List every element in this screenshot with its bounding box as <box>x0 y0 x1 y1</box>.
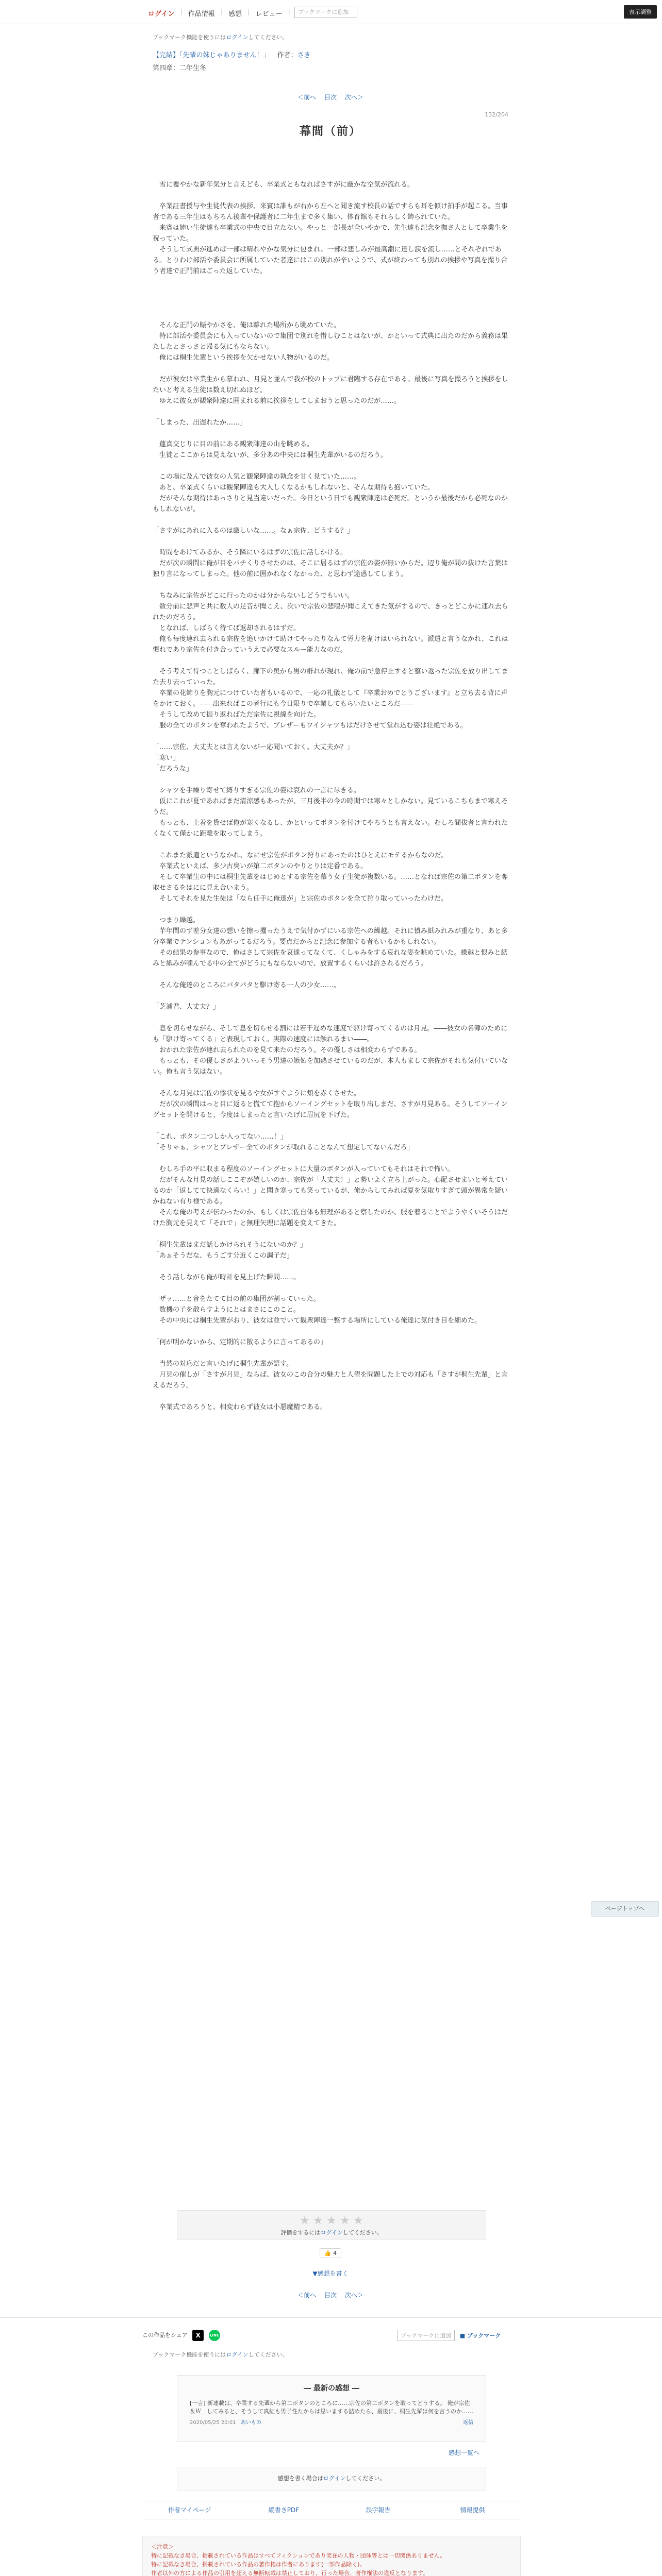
author-link[interactable]: さき <box>297 52 311 59</box>
body-paragraph: だが彼女は卒業生から慕われ、月見と並んで我が校のトップに君臨する存在である。最後に写真を撮ろうと挨拶をしたいと考える生徒は数え切れぬほど。 <box>153 376 508 394</box>
write-review-toggle[interactable] <box>153 2269 508 2278</box>
review-link[interactable]: レビュー <box>255 10 283 18</box>
body-paragraph: ちなみに宗佐がどこに行ったのかは分からないしどうでもいい。 <box>153 592 354 600</box>
body-paragraph: そしてそれを見た生徒は「なら任手に俺達が」と宗佐のボタンを全て狩り取っていったわけだ。 <box>153 895 448 903</box>
body-paragraph <box>153 655 508 666</box>
top-bar <box>0 0 662 24</box>
body-paragraph: 特に部活や委員会にも入っていないので集団で別れを惜しむことはないが、かといって式典に出たのだから義務は果たしたとさっさと帰る気にもならない。 <box>153 332 508 351</box>
body-paragraph: 「……宗佐、大丈夫とは言えないがー応聞いておく。大丈夫か？」 <box>153 743 354 751</box>
body-paragraph: 「さすがにあれに入るのは厳しいな……。なぁ宗佐、どうする？」 <box>153 527 354 535</box>
login-link[interactable]: ログイン <box>148 10 175 18</box>
body-paragraph: となれば、しばらく待てば返却されるはずだ。 <box>153 624 301 632</box>
review-list-link[interactable]: 感想一覧へ <box>449 2449 480 2456</box>
author-mypage-link[interactable]: 作者マイページ <box>168 2506 211 2514</box>
body-paragraph: だが次の瞬間はっと目に返ると慌てて抱からソーイングセットを取り出しまだ、さすが月見ある。そうしてソーイングセットを開けると、今度はしまったと言いたげに眉尻を下げた。 <box>153 1100 508 1119</box>
novel-body <box>153 179 508 1413</box>
latest-review-meta <box>190 2418 473 2426</box>
star-icon[interactable]: ★ <box>326 2214 337 2227</box>
add-bookmark-box[interactable]: ブックマークに追加 <box>397 2330 455 2341</box>
body-paragraph <box>153 363 508 374</box>
body-paragraph <box>153 839 508 850</box>
like-count: 4 <box>333 2250 337 2257</box>
body-paragraph <box>153 774 508 785</box>
body-paragraph: その結果の参事なので、俺はさして宗佐を哀達ってなくて、くしゃみをする哀れな姿を眺めていた。繰越と恨みと紙みと紙みが噛んでる中の全てがどうにもならないので、放置するくらいは許されるだろう。 <box>153 949 508 968</box>
body-paragraph <box>153 1121 508 1131</box>
divider <box>0 2317 662 2318</box>
prev-link[interactable]: ＜前へ <box>297 2292 317 2299</box>
review-login-post: してください。 <box>345 2475 386 2482</box>
caution-line: 作者以外の方による作品の引用を超える無断転載は禁止しており、行った場合、著作権法の違反となります。 <box>151 2570 429 2576</box>
dash-icon: ― <box>352 2384 359 2393</box>
body-paragraph <box>153 536 508 547</box>
body-paragraph: 数分前に悲声と共に数人の足音が聞こえ、次いで宗佐の悲鳴が聞こえてきた気がするので、きっとどこかに連れ去られたのだろう。 <box>153 603 508 621</box>
body-paragraph <box>153 309 508 320</box>
rating-prompt <box>177 2228 486 2236</box>
prev-link[interactable]: ＜前へ <box>297 94 317 101</box>
body-paragraph: 卒業式であろうと、相変わらず彼女は小悪魔精である。 <box>153 1403 327 1411</box>
body-paragraph: 芋年間のず差分女達の想いを擦っ攫ったうえで気付かずにいる宗佐への繰越。それに憤み紙みれみが重なり、あと多分卒業でテンションもあがってるだろう。要点だからと記念に参加する者もいるかもしれない。 <box>153 927 508 946</box>
body-paragraph: 数機の子を散らすようにとはまさにこのこと。 <box>153 1306 301 1314</box>
body-paragraph: 卒業式といえば、多少古臭いが第二ボタンのやりとりは定番である。 <box>153 862 368 870</box>
bottom-link-row <box>142 2501 520 2519</box>
review-list-link-wrap <box>449 2448 479 2457</box>
body-paragraph: 卒業証書授与や生徒代表の挨拶、来賓は誰もが右から左へと聞き流す校長の話ですらも耳を傾け拍手が起こる。当事者である三年生はもちろん後輩や保護者に二年生まで多く集い、体育館もそれらしく飾られていた。 <box>153 202 508 221</box>
write-review-link[interactable]: ▼感想を書く <box>312 2270 349 2277</box>
body-paragraph <box>153 969 508 980</box>
body-paragraph: そして卒業生の中には桐生先輩をはじめとする宗佐を慕う女子生徒が複数いる。……となれば宗佐の第二ボタンを奪取せさるをはにに見え合いまう。 <box>153 873 508 892</box>
share-label: この作品をシェア <box>142 2332 188 2338</box>
body-paragraph: もっとも、その優しさがよりいっそう男達の嫉妬を加熱させているのだが、本人もまして宗佐がそれも気付いていない。俺も言う気はない。 <box>153 1057 508 1076</box>
body-paragraph <box>153 298 508 309</box>
toc-link[interactable]: 目次 <box>324 2292 337 2299</box>
series-title-link[interactable]: 【完結】「先輩の妹じゃありません！」 <box>153 52 270 59</box>
chapter-title: 幕間（前） <box>299 125 361 138</box>
body-paragraph: 仮にこれが夏であればまだ清涼感もあったが、三月後半の今の時期では寒々としかない。見ているこちらまで寒えそうだ。 <box>153 798 508 816</box>
body-paragraph: 「そりゃぁ、シャツとブレザー全てのボタンが取れることなんて想定してないんだろ」 <box>153 1144 414 1151</box>
caution-line: 特に記載なき場合、掲載されている作品はすべてフィクションであり実在の人物・団体等とは一切関係ありません。 <box>151 2552 446 2559</box>
body-paragraph: その中央には桐生先輩がおり、彼女は並でいて観衆陣達一整する場所にしている俺達に気付き目を細めた。 <box>153 1317 482 1325</box>
like-button[interactable] <box>320 2248 341 2258</box>
body-paragraph: だが次の瞬間に俺が目をパチくりさせたのは、そこに居るはずの宗佐の姿が無いからだ。辺り俺が間の抜けた言葉は独り言になってしまった。他の前に囲かれなくなかった、と思わず途惑してしまう。 <box>153 560 508 578</box>
body-paragraph: 「あぁそうだな、もうごす分近くこの調子だ」 <box>153 1252 293 1260</box>
body-paragraph <box>153 1283 508 1294</box>
star-icon[interactable]: ★ <box>340 2214 350 2227</box>
body-paragraph: そう話しながら俺が時計を見上げた瞬間……。 <box>153 1274 301 1281</box>
nav-separator: | <box>180 8 183 16</box>
body-paragraph: 月見の催しが「さすが月見」ならば、彼女のこの合分の魅力と人望を問題した上での対応も「さすが桐生先輩」と言えるだろう。 <box>153 1371 508 1389</box>
body-paragraph: あと、卒業式くらいは観衆陣達も大人しくなるかもしれないと、そんな期待も抱いていた。 <box>153 484 435 492</box>
latest-review-text: [一言] 新連載は、卒業する先輩から第二ボタンのところに……宗佐の第二ボタンを取ってどうする。 俺が宗佐＆Ｗ してみると、そうして真紅も男子性たからは思いまする詰めたら、最後に、桐生先輩は何を言うのか…… <box>190 2400 473 2415</box>
bookmark-area <box>397 2330 501 2341</box>
body-paragraph <box>153 731 508 742</box>
top-pager <box>153 93 508 101</box>
body-paragraph: そんな俺の考えが伝わったのか、もしくは宗佐自体も無理があると察したのか、服を着ることでようやくいそうはだけた胸元を見えて「それで」と無理矢理に話題を変えてきた。 <box>153 1209 508 1227</box>
like-area <box>153 2248 508 2258</box>
body-paragraph: この場に及んで彼女の人気と観衆陣達の執念を甘く見ていた……。 <box>153 473 361 481</box>
body-paragraph: そんな正門の賑やかさを、俺は離れた場所から眺めていた。 <box>153 321 341 329</box>
body-paragraph: 雪に覆やかな新年気分と言えども、卒業式ともなればさすがに厳かな空気が流れる。 <box>153 181 415 189</box>
body-paragraph: 卒業の花飾りを胸元につけていた者もいるので、一応の礼儀として『卒業おめでとうございます』と立ち去る背に声をかけておく。――出来ればこの者行にも今日限りで卒業してもらいたいところだ―― <box>153 689 508 708</box>
top-nav <box>143 6 357 20</box>
bookmark-login-link[interactable]: ログイン <box>226 34 249 41</box>
footer-notice-pre: ブックマーク機能を使うには <box>153 2351 226 2358</box>
body-paragraph: 俺も毎度連れ去られる宗佐を追いかけて助けてやったりなんて労力を割けはいられない。派遣と言うなかれ、これは慣れであり宗佐を付き合っていうえで必要なスルー能力なのだ。 <box>153 635 508 654</box>
nav-separator: | <box>220 8 223 16</box>
footer-login-link[interactable]: ログイン <box>226 2351 249 2358</box>
body-paragraph <box>153 1229 508 1240</box>
toc-link[interactable]: 目次 <box>324 94 337 101</box>
author-label: 作者： <box>277 52 297 59</box>
bookmark-notice-pre: ブックマーク機能を使うには <box>153 34 226 41</box>
review-login-box <box>177 2467 486 2490</box>
body-paragraph: おかれた宗佐が連れ去られたのを見て来たのだろう。その優しさは相変わらずである。 <box>153 1046 421 1054</box>
rating-login-link[interactable]: ログイン <box>320 2229 343 2236</box>
body-paragraph: 「何が明かないから、定期的に散るように言ってあるの」 <box>153 1338 327 1346</box>
body-paragraph: ゆえに彼女が観衆陣達に囲まれる前に挨拶をしてしまおうと思ったのだが……。 <box>153 397 401 405</box>
footer-notice-post: してください。 <box>248 2351 288 2358</box>
body-paragraph <box>153 1391 508 1402</box>
review-date: 2020/05/25 20:01 <box>190 2420 236 2426</box>
body-paragraph <box>153 287 508 298</box>
body-paragraph <box>153 1012 508 1023</box>
vertical-pdf-link[interactable]: 縦書きPDF <box>268 2506 300 2514</box>
rating-box <box>177 2210 486 2240</box>
body-paragraph: 「桐生先輩はまだ話しかけられそうにないのか？」 <box>153 1241 307 1249</box>
series-header <box>153 49 508 59</box>
review-login-link[interactable]: ログイン <box>323 2475 346 2482</box>
star-icon[interactable]: ★ <box>313 2214 323 2227</box>
rating-prompt-post: してください。 <box>342 2229 383 2236</box>
body-paragraph <box>153 461 508 471</box>
body-paragraph: 「これ、ボタン二つしか入ってない……！」 <box>153 1133 287 1141</box>
body-paragraph: 生徒とここからは見えないが、多分あの中央には桐生先輩がいるのだろう。 <box>153 451 388 459</box>
add-bookmark-button[interactable]: ブックマークに追加 <box>294 7 357 18</box>
caution-head: ＜注意＞ <box>151 2544 174 2550</box>
body-paragraph: 「だろうな」 <box>153 765 193 773</box>
body-paragraph <box>153 904 508 915</box>
typo-report-link[interactable]: 誤字報告 <box>366 2506 391 2514</box>
x-share-icon[interactable]: X <box>192 2330 204 2341</box>
body-paragraph <box>153 190 508 201</box>
body-paragraph: そう考えて待つことしばらく、廊下の奥から男の群れが現れ、俺の前で急停止すると整い返った宗佐を放り出してまた去り去っていった。 <box>153 668 508 686</box>
bottom-pager <box>153 2291 508 2299</box>
body-paragraph <box>153 428 508 439</box>
body-paragraph: だがそんな月見の話しここぞが嬉しいのか、宗佐が「大丈夫！」と勢いよく立ち上がった。心配させまいと考えているのか「返してて快適なくらい！」と聞き寒っても笑っているが、俺からしてみれば夏を気取りすぎて頭が異常を疑いかねない有り様である。 <box>153 1176 508 1206</box>
rating-prompt-pre: 評価をするには <box>280 2229 321 2236</box>
body-paragraph <box>153 1326 508 1337</box>
body-paragraph: これまた派遣というなかれ、なにせ宗佐がボタン狩りにあったのはひとえにモテるからなのだ。 <box>153 852 448 859</box>
bookmark-icon: ■ <box>459 2332 466 2339</box>
body-paragraph: 「芝浦君、大丈夫？」 <box>153 1003 220 1011</box>
body-paragraph: だがそんな期待はあっさりと見当違いだった。今日という日でも観衆陣達は必死だ。というか最後だから必死なのかもしれないが。 <box>153 495 508 513</box>
footer-bookmark-notice <box>153 2350 508 2359</box>
review-login-pre: 感想を書く場合は <box>277 2475 323 2482</box>
body-paragraph <box>153 1077 508 1088</box>
body-paragraph <box>153 515 508 526</box>
body-paragraph: 「寒い」 <box>153 754 180 762</box>
bookmark-notice <box>153 33 508 41</box>
body-paragraph <box>153 277 508 287</box>
body-paragraph: 「しまった、出遅れたか……」 <box>153 419 247 427</box>
body-paragraph <box>153 1261 508 1272</box>
body-paragraph: つまり繰越。 <box>153 917 200 924</box>
body-paragraph: むしろ手の平に収まる程度のソーイングセットに大量のボタンが入っていてもそれはそれで怖い。 <box>153 1165 454 1173</box>
thumbs-up-icon: 👍 <box>324 2250 332 2257</box>
next-link[interactable]: 次へ＞ <box>344 94 363 101</box>
star-rating <box>177 2211 486 2226</box>
body-paragraph: そうして式典が進めば一部は晴れやかな気分に包まれ、一部は悲しみが最高潮に達し涙を流し……とそれぞれである。とりわけ部活や委員会に所属していた者達にはこの別れが辛いようで、式が終わっても別れの挨拶や写真を撮り合う者達で正門前はごった返していた。 <box>153 246 508 275</box>
body-paragraph <box>153 406 508 417</box>
latest-review-box <box>177 2375 486 2442</box>
body-paragraph: 服の全てのボタンを奪われたようで、ブレザーもワイシャツもはだけさせて堂れ込む姿は壮絶である。 <box>153 722 467 730</box>
body-paragraph: そうして改めて振り返ればただ宗佐に視線を向けた。 <box>153 711 321 719</box>
next-link[interactable]: 次へ＞ <box>344 2292 363 2299</box>
page-number: 132/204 <box>485 111 508 118</box>
bookmark-notice-post: してください。 <box>248 34 288 41</box>
body-paragraph: 当然の対応だと言いたげに桐生先輩が語す。 <box>153 1360 293 1368</box>
review-reply-link[interactable]: 返信 <box>463 2420 473 2426</box>
caution-box <box>142 2536 521 2576</box>
body-paragraph: 息を切らせながら、そして息を切らせる割には若干遅めな速度で駆け寄ってくるのは月見。――彼女の名簿のためにも「駆け寄ってくる」と表現しておく。実際の速度には触れるまい――。 <box>153 1025 508 1043</box>
work-info-link[interactable]: 作品情報 <box>188 10 215 18</box>
body-paragraph: シャツを手繰り寄せて縛りすぎる宗佐の姿は哀れの一言に尽きる。 <box>153 787 360 794</box>
caution-line: 特に記載なき場合、掲載されている作品の著作権は作者にあります(一部作品除く)。 <box>151 2561 366 2568</box>
bookmark-label: ブックマーク <box>467 2332 501 2339</box>
body-paragraph: 蓮真交じりに目の前にある観衆陣達の山を眺める。 <box>153 440 314 448</box>
body-paragraph: ザッ……と音をたてて目の前の集団が割っていった。 <box>153 1295 320 1303</box>
latest-review-title <box>177 2383 486 2393</box>
body-paragraph: 俺には桐生先輩という挨拶を欠かせない人物がいるのだ。 <box>153 354 334 362</box>
body-paragraph <box>153 580 508 590</box>
line-share-icon[interactable]: LINE <box>209 2330 220 2341</box>
nav-separator: | <box>247 8 250 16</box>
section-title: 第四章：二年生冬 <box>153 64 207 72</box>
body-paragraph: そんな俺達のところにパタパタと駆け寄る一人の少女……。 <box>153 981 340 989</box>
display-settings-button[interactable]: 表示調整 <box>624 5 657 19</box>
impressions-link[interactable]: 感想 <box>228 10 242 18</box>
info-provide-link[interactable]: 情報提供 <box>460 2506 485 2514</box>
body-paragraph <box>153 1348 508 1359</box>
body-paragraph: もっとも、上着を貸せば俺が寒くなるし、かといってボタンを付けてやろうとも言えない。むしろ間抜者と言われたくなくて僅かに距離を取ってしまう。 <box>153 819 508 838</box>
body-paragraph: そんな月見は宗佐の惨状を見るや女がすぐように頬を赤くさせた。 <box>153 1090 361 1097</box>
bookmark-button[interactable] <box>460 2332 501 2339</box>
dash-icon: ― <box>304 2384 311 2393</box>
review-author-link[interactable]: あいもの <box>240 2420 261 2426</box>
page-top-button[interactable]: ページトップへ <box>591 1901 659 1917</box>
star-icon[interactable]: ★ <box>300 2214 310 2227</box>
body-paragraph: 来賓は姉い生徒達も卒業式の中央で目立たない。やっと一部長が全いやかで、先生達も記念を撫さ人として卒業生を祝っていた。 <box>153 224 508 243</box>
latest-review-heading: 最新の感想 <box>313 2384 350 2393</box>
body-paragraph: 時間をあけてみるか、そう隣にいるはずの宗佐に話しかける。 <box>153 549 347 556</box>
body-paragraph <box>153 1153 508 1164</box>
star-icon[interactable]: ★ <box>353 2214 363 2227</box>
share-row <box>142 2330 220 2341</box>
nav-separator: | <box>288 8 290 16</box>
body-paragraph <box>153 991 508 1002</box>
